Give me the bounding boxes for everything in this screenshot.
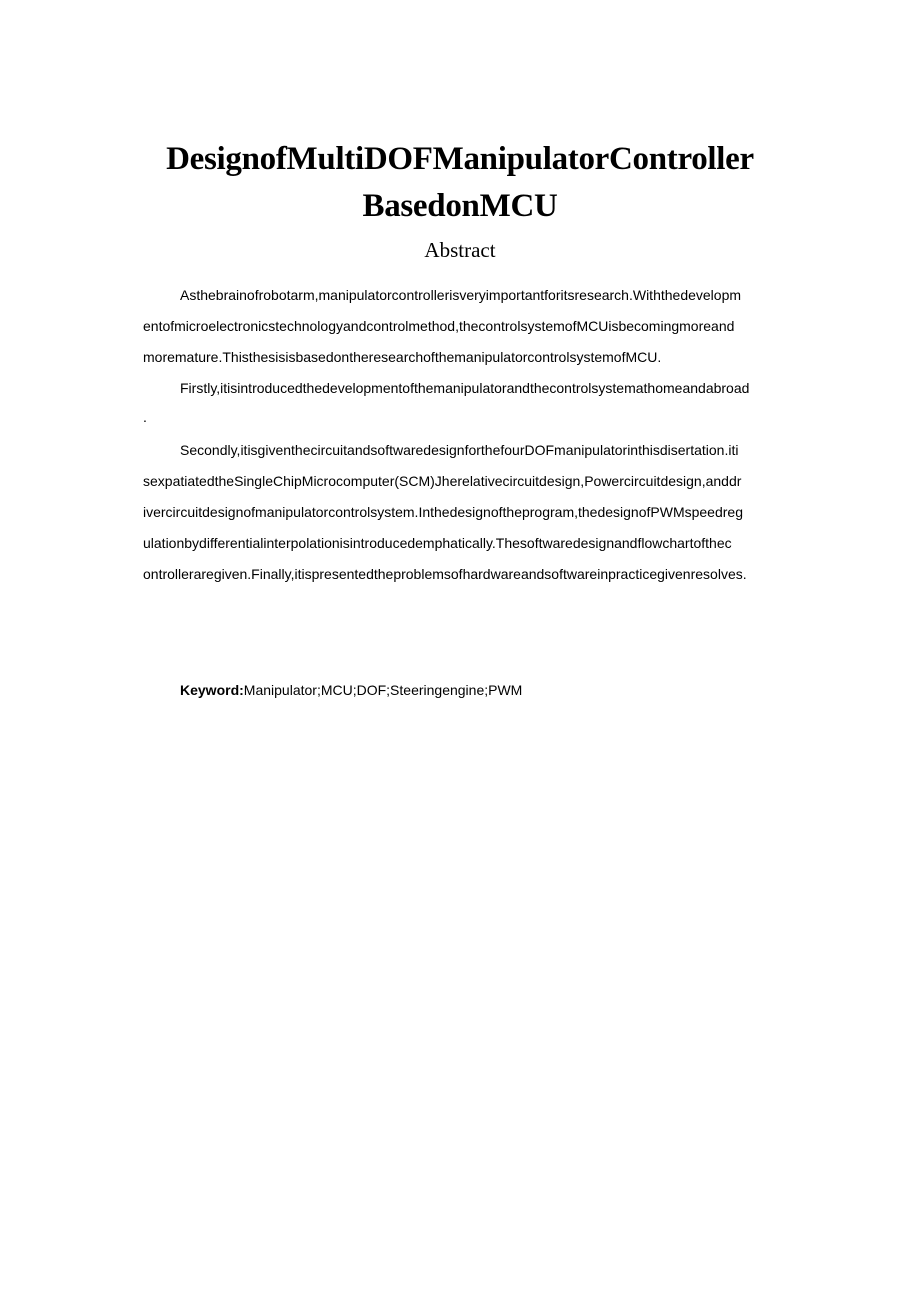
paragraph-2-line-2: .: [143, 409, 147, 425]
keyword-line: [180, 683, 522, 697]
document-title-line-1: DesignofMultiDOFManipulatorController: [166, 141, 754, 177]
paragraph-1-line-3: moremature.ThisthesisisbasedontheresearchofthemanipulatorcontrolsystemofMCU.: [143, 349, 662, 365]
paragraph-3-line-2: sexpatiatedtheSingleChipMicrocomputer(SCM)Jherelativecircuitdesign,Powercircuitdesign,anddr: [143, 473, 742, 489]
keyword-label: Keyword:: [180, 682, 244, 698]
paragraph-3-line-5: ontrolleraregiven.Finally,itispresentedtheproblemsofhardwareandsoftwareinpracticegivenresolves.: [143, 566, 747, 582]
document-title-line-2: BasedonMCU: [362, 188, 558, 224]
paragraph-1-line-2: entofmicroelectronicstechnologyandcontrolmethod,thecontrolsystemofMCUisbecomingmoreand: [143, 318, 735, 334]
paragraph-3-line-3: ivercircuitdesignofmanipulatorcontrolsystem.Inthedesignoftheprogram,thedesignofPWMspeedreg: [143, 504, 743, 520]
paragraph-1-line-1: Asthebrainofrobotarm,manipulatorcontrollerisveryimportantforitsresearch.Withthedevelopm: [180, 287, 742, 303]
paragraph-3-line-4: ulationbydifferentialinterpolationisintroducedemphatically.Thesoftwaredesignandflowchartofthec: [143, 535, 732, 551]
keyword-values: Manipulator;MCU;DOF;Steeringengine;PWM: [243, 682, 523, 698]
paragraph-3-line-1: Secondly,itisgiventhecircuitandsoftwaredesignforthefourDOFmanipulatorinthisdisertation.iti: [180, 442, 739, 458]
abstract-heading: Abstract: [424, 238, 496, 262]
paragraph-2-line-1: Firstly,itisintroducedthedevelopmentofthemanipulatorandthecontrolsystemathomeandabroad: [180, 380, 750, 396]
